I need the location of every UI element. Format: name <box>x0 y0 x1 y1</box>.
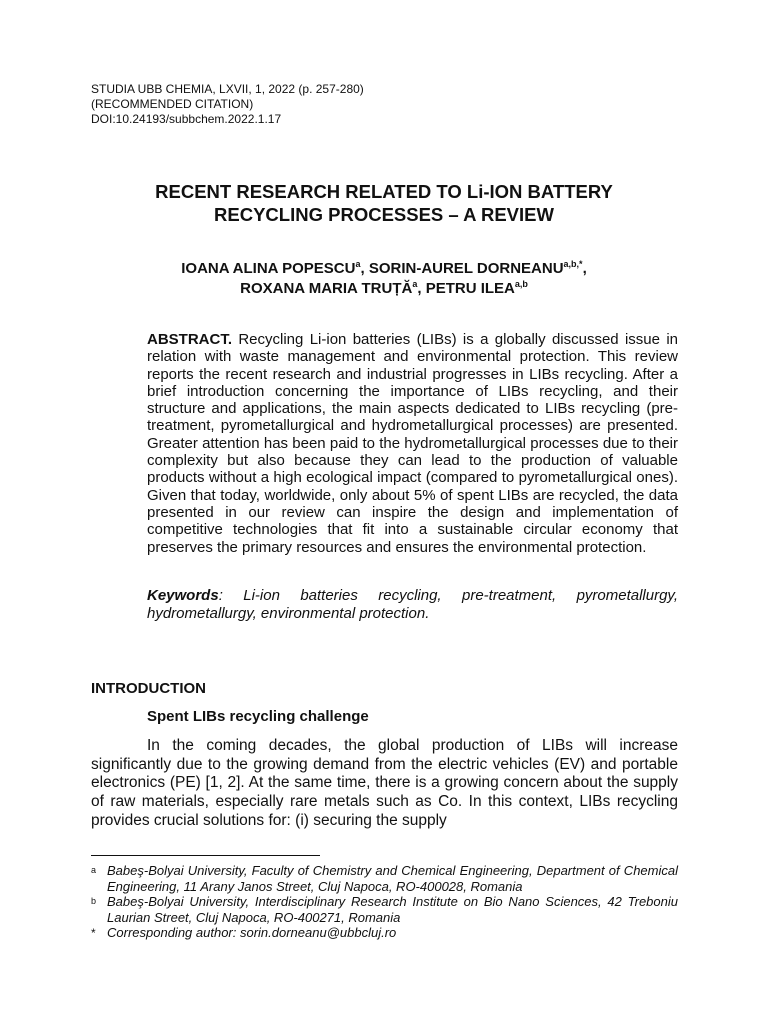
abstract-text: Recycling Li-ion batteries (LIBs) is a globally discussed issue in relation with waste management and environmental protection. This review reports the recent research and industrial progresses in LIBs recycling. After a brief introduction concerning the importance of LIBs recycling, and their structure and applications, the main aspects dedicated to LIBs recycling (pre-treatment, pyrometallurgical and hydrometallurgical processes) are presented. Greater attention has been paid to the hydrometallurgical processes due to their complexity but also because they can lead to the production of valuable products without a high ecological impact (compared to pyrometallurgical ones). Given that today, worldwide, only about 5% of spent LIBs are recycled, the data presented in our review can inspire the design and implementation of competitive technologies that fit into a sustainable circular economy that preserves the primary resources and ensures the environmental protection. <box>147 331 678 556</box>
keywords-text: : Li-ion batteries recycling, pre-treatment, pyrometallurgy, hydrometallurgy, environmental protection. <box>147 587 678 622</box>
abstract <box>147 331 678 556</box>
author-affiliation-mark: a <box>355 259 361 269</box>
paper-title <box>60 180 708 226</box>
author-affiliation-mark: a,b,* <box>563 259 583 269</box>
author-name: SORIN-AUREL DORNEANU <box>368 260 564 277</box>
author-affiliation-mark: a <box>412 279 418 289</box>
footnote-divider <box>91 855 320 856</box>
citation-note: (RECOMMENDED CITATION) <box>91 97 254 111</box>
author-name: ROXANA MARIA TRUȚĂ <box>240 280 413 297</box>
body-paragraph: In the coming decades, the global production of LIBs will increase significantly due to the growing demand from the electric vehicles (EV) and portable electronics (PE) [1, 2]. At the same time, there is a growing concern about the supply of raw materials, especially rare metals such as Co. In this context, LIBs recycling provides crucial solutions for: (i) securing the supply <box>91 737 678 829</box>
subsection-heading: Spent LIBs recycling challenge <box>147 708 369 725</box>
author-affiliation-mark: a,b <box>514 279 528 289</box>
footnote-mark: a <box>91 865 97 875</box>
journal-header <box>91 82 364 127</box>
footnote-mark: b <box>91 896 97 906</box>
authors-line-2: ROXANA MARIA TRUȚĂ$^a$, PETRU ILEA$^{a,b}$ <box>240 279 528 297</box>
footnote-text: Corresponding author: sorin.dorneanu@ubbcluj.ro <box>107 925 397 940</box>
section-heading: INTRODUCTION <box>91 680 206 697</box>
author-list <box>60 259 708 299</box>
footnote-text: Babeş-Bolyai University, Interdisciplinary Research Institute on Bio Nano Sciences, 42 Treboniu Laurian Street, Cluj Napoca, RO-400271, Romania <box>107 894 678 925</box>
footnote-mark: * <box>91 926 96 940</box>
authors-line-1: IOANA ALINA POPESCU$^a$, SORIN-AUREL $DORNEANU^{a,b,*}$, <box>181 259 587 277</box>
journal-reference: STUDIA UBB CHEMIA, LXVII, 1, 2022 (p. 257-280) <box>91 82 364 96</box>
abstract-label: ABSTRACT. <box>147 331 232 348</box>
author-name: PETRU ILEA <box>425 280 515 297</box>
title-line-2: RECYCLING PROCESSES – A REVIEW <box>214 204 554 225</box>
footnote-a <box>91 863 678 894</box>
keywords-label: Keywords <box>147 587 219 604</box>
title-line-1: RECENT RESEARCH RELATED TO Li-ION BATTERY <box>155 181 613 202</box>
keywords <box>147 587 678 623</box>
footnote-text: Babeş-Bolyai University, Faculty of Chemistry and Chemical Engineering, Department of Chemical Engineering, 11 Arany Janos Street, Cluj Napoca, RO-400028, Romania <box>107 863 678 894</box>
footnote-corresponding <box>91 925 678 941</box>
footnote-b <box>91 894 678 925</box>
doi-line: DOI:10.24193/subbchem.2022.1.17 <box>91 112 282 126</box>
author-name: IOANA ALINA POPESCU <box>181 260 356 277</box>
